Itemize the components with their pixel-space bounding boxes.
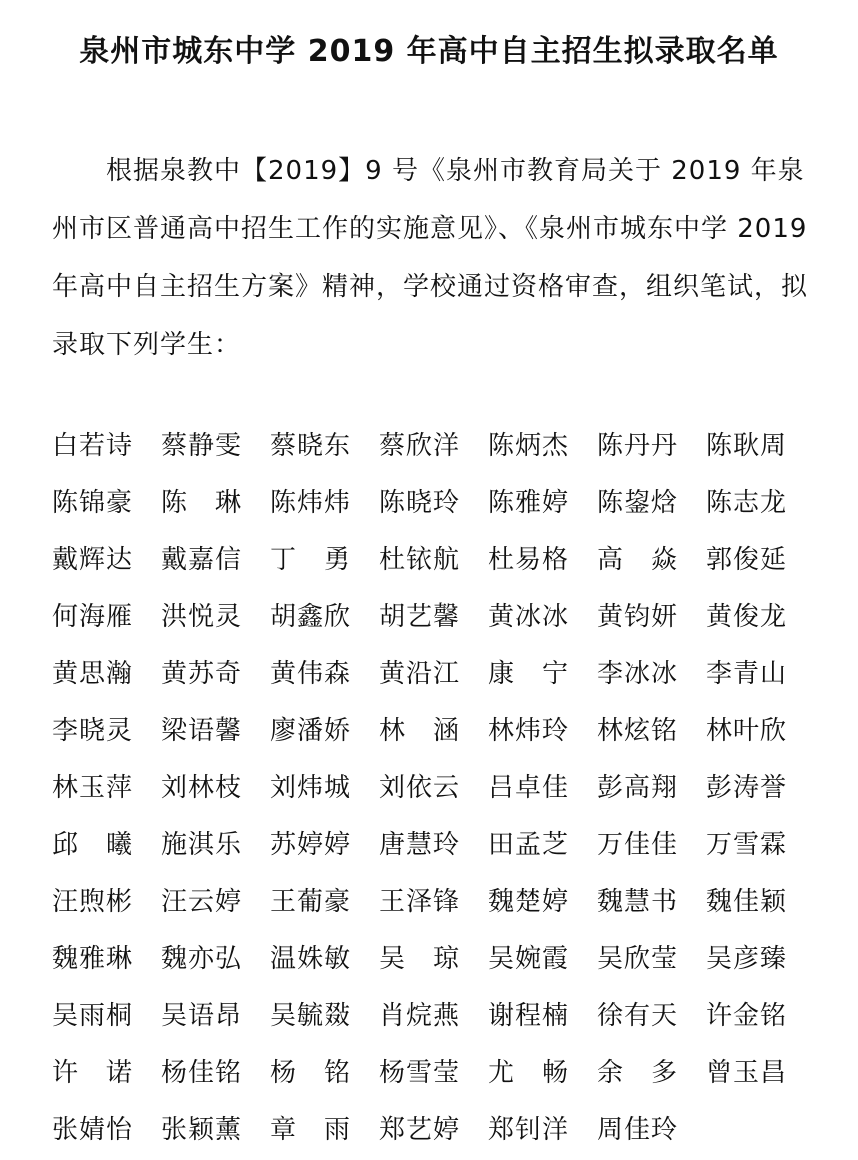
student-name: 黄冰冰: [488, 602, 570, 632]
student-name: 陈鋆焓: [597, 488, 679, 518]
student-name: 王泽锋: [379, 887, 461, 917]
student-name: 郑艺婷: [379, 1115, 461, 1145]
student-name: 戴辉达: [52, 545, 134, 575]
student-name: 邱曦: [52, 830, 161, 860]
intro-paragraph: 根据泉教中【2019】9 号《泉州市教育局关于 2019 年泉州市区普通高中招生工作的实施意见》、《泉州市城东中学 2019 年高中自主招生方案》精神，学校通过资格审查，组织笔试，拟录取下列学生：: [52, 156, 809, 360]
student-name: 刘炜城: [270, 773, 352, 803]
student-name: 张颖薰: [161, 1115, 243, 1145]
student-name: 蔡晓东: [270, 431, 352, 461]
student-name: 丁勇: [270, 545, 379, 575]
student-name: 曾玉昌: [706, 1058, 788, 1088]
student-name: 章雨: [270, 1115, 379, 1145]
student-name: 黄苏奇: [161, 659, 243, 689]
student-name: 吴琼: [379, 944, 488, 974]
student-name: 陈炜炜: [270, 488, 352, 518]
student-name: 周佳玲: [597, 1115, 679, 1145]
student-name: 徐有天: [597, 1001, 679, 1031]
student-name: 黄钧妍: [597, 602, 679, 632]
student-name: 杜易格: [488, 545, 570, 575]
student-name: 陈锦豪: [52, 488, 134, 518]
student-name: 苏婷婷: [270, 830, 352, 860]
student-name: 魏慧书: [597, 887, 679, 917]
student-name: 黄思瀚: [52, 659, 134, 689]
student-name: 陈炳杰: [488, 431, 570, 461]
student-name: 温姝敏: [270, 944, 352, 974]
student-name: 杨雪莹: [379, 1058, 461, 1088]
admitted-names-list: [52, 418, 812, 1159]
student-name: 郑钊洋: [488, 1115, 570, 1145]
student-name: 杜铱航: [379, 545, 461, 575]
student-name: 梁语馨: [161, 716, 243, 746]
student-name: 洪悦灵: [161, 602, 243, 632]
student-name: 魏亦弘: [161, 944, 243, 974]
student-name: 万雪霖: [706, 830, 788, 860]
student-name: 刘林枝: [161, 773, 243, 803]
student-name: 戴嘉信: [161, 545, 243, 575]
student-name: 汪云婷: [161, 887, 243, 917]
student-name: 尤畅: [488, 1058, 597, 1088]
student-name: 吴婉霞: [488, 944, 570, 974]
student-name: 林玉萍: [52, 773, 134, 803]
student-name: 陈志龙: [706, 488, 788, 518]
document-title: 泉州市城东中学 2019 年高中自主招生拟录取名单: [79, 34, 779, 69]
student-name: 田孟芝: [488, 830, 570, 860]
student-name: 汪煦彬: [52, 887, 134, 917]
student-name: 康宁: [488, 659, 597, 689]
student-name: 黄俊龙: [706, 602, 788, 632]
student-name: 黄伟森: [270, 659, 352, 689]
student-name: 许金铭: [706, 1001, 788, 1031]
student-name: 蔡欣洋: [379, 431, 461, 461]
student-name: 陈晓玲: [379, 488, 461, 518]
student-name: 高焱: [597, 545, 706, 575]
student-name: 胡艺馨: [379, 602, 461, 632]
student-name: 吴欣莹: [597, 944, 679, 974]
student-name: 李晓灵: [52, 716, 134, 746]
student-name: 吴雨桐: [52, 1001, 134, 1031]
student-name: 郭俊延: [706, 545, 788, 575]
student-name: 彭涛誉: [706, 773, 788, 803]
student-name: 万佳佳: [597, 830, 679, 860]
student-name: 林涵: [379, 716, 488, 746]
student-name: 白若诗: [52, 431, 134, 461]
student-name: 王葡豪: [270, 887, 352, 917]
student-name: 黄沿江: [379, 659, 461, 689]
student-name: 陈雅婷: [488, 488, 570, 518]
student-name: 胡鑫欣: [270, 602, 352, 632]
student-name: 李青山: [706, 659, 788, 689]
student-name: 林叶欣: [706, 716, 788, 746]
student-name: 肖烷燕: [379, 1001, 461, 1031]
student-name: 蔡静雯: [161, 431, 243, 461]
student-name: 施淇乐: [161, 830, 243, 860]
student-name: 廖潘娇: [270, 716, 352, 746]
student-name: 林炜玲: [488, 716, 570, 746]
student-name: 唐慧玲: [379, 830, 461, 860]
student-name: 彭高翔: [597, 773, 679, 803]
student-name: 许诺: [52, 1058, 161, 1088]
student-name: 吴彦臻: [706, 944, 788, 974]
student-name: 陈耿周: [706, 431, 788, 461]
student-name: 张婧怡: [52, 1115, 134, 1145]
student-name: 吕卓佳: [488, 773, 570, 803]
student-name: 林炫铭: [597, 716, 679, 746]
student-name: 谢程楠: [488, 1001, 570, 1031]
student-name: 杨铭: [270, 1058, 379, 1088]
student-name: 陈琳: [161, 488, 270, 518]
student-name: 魏楚婷: [488, 887, 570, 917]
student-name: 陈丹丹: [597, 431, 679, 461]
student-name: 吴语昂: [161, 1001, 243, 1031]
student-name: 杨佳铭: [161, 1058, 243, 1088]
student-name: 魏雅琳: [52, 944, 134, 974]
student-name: 吴毓敠: [270, 1001, 352, 1031]
student-name: 余多: [597, 1058, 706, 1088]
student-name: 魏佳颖: [706, 887, 788, 917]
student-name: 何海雁: [52, 602, 134, 632]
student-name: 李冰冰: [597, 659, 679, 689]
student-name: 刘依云: [379, 773, 461, 803]
